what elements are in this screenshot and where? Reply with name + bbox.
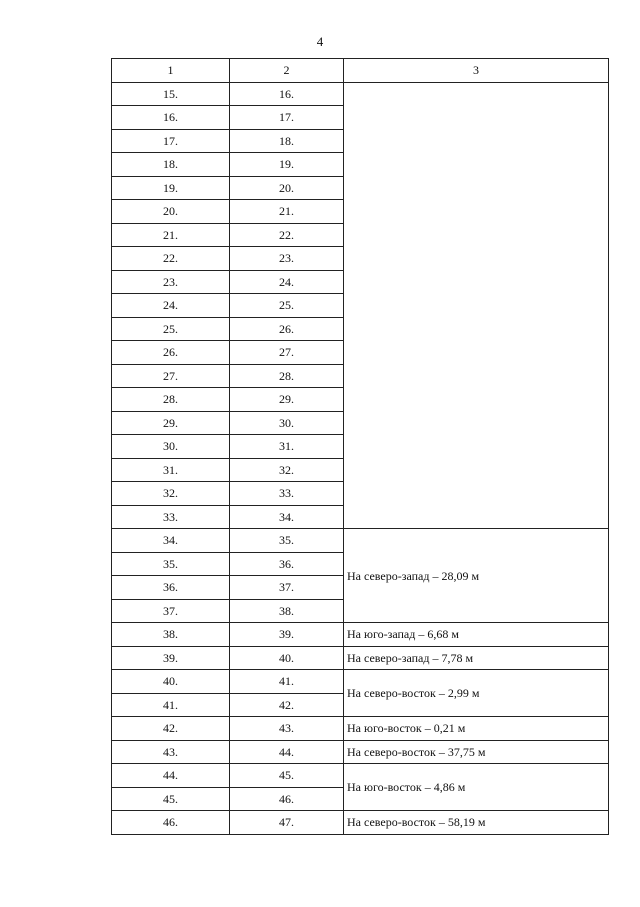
point-from-cell: 46.: [112, 811, 230, 835]
direction-distance-cell: [344, 82, 609, 529]
point-from-cell: 27.: [112, 364, 230, 388]
boundary-table: [111, 58, 609, 835]
direction-distance-cell: На северо-восток – 58,19 м: [344, 811, 609, 835]
point-from-cell: 31.: [112, 458, 230, 482]
point-from-cell: 45.: [112, 787, 230, 811]
point-from-cell: 29.: [112, 411, 230, 435]
table-row: [112, 764, 609, 788]
table-row: [112, 740, 609, 764]
point-from-cell: 33.: [112, 505, 230, 529]
header-col-3: 3: [344, 59, 609, 83]
point-from-cell: 35.: [112, 552, 230, 576]
header-col-1: 1: [112, 59, 230, 83]
point-from-cell: 26.: [112, 341, 230, 365]
point-from-cell: 37.: [112, 599, 230, 623]
point-to-cell: 45.: [230, 764, 344, 788]
point-to-cell: 40.: [230, 646, 344, 670]
point-to-cell: 43.: [230, 717, 344, 741]
point-to-cell: 33.: [230, 482, 344, 506]
point-to-cell: 38.: [230, 599, 344, 623]
point-to-cell: 44.: [230, 740, 344, 764]
point-to-cell: 24.: [230, 270, 344, 294]
point-from-cell: 36.: [112, 576, 230, 600]
point-from-cell: 22.: [112, 247, 230, 271]
point-to-cell: 36.: [230, 552, 344, 576]
point-to-cell: 37.: [230, 576, 344, 600]
header-col-2: 2: [230, 59, 344, 83]
point-to-cell: 46.: [230, 787, 344, 811]
point-to-cell: 25.: [230, 294, 344, 318]
direction-distance-cell: На северо-восток – 37,75 м: [344, 740, 609, 764]
point-to-cell: 39.: [230, 623, 344, 647]
table-header: [112, 59, 609, 83]
point-to-cell: 32.: [230, 458, 344, 482]
table-row: [112, 717, 609, 741]
table-row: [112, 670, 609, 694]
point-from-cell: 16.: [112, 106, 230, 130]
point-to-cell: 28.: [230, 364, 344, 388]
point-to-cell: 47.: [230, 811, 344, 835]
point-from-cell: 21.: [112, 223, 230, 247]
point-to-cell: 21.: [230, 200, 344, 224]
direction-distance-cell: На юго-запад – 6,68 м: [344, 623, 609, 647]
direction-distance-cell: На северо-запад – 7,78 м: [344, 646, 609, 670]
point-to-cell: 20.: [230, 176, 344, 200]
point-to-cell: 29.: [230, 388, 344, 412]
point-from-cell: 18.: [112, 153, 230, 177]
point-from-cell: 32.: [112, 482, 230, 506]
point-from-cell: 15.: [112, 82, 230, 106]
direction-distance-cell: На юго-восток – 4,86 м: [344, 764, 609, 811]
point-to-cell: 35.: [230, 529, 344, 553]
point-to-cell: 30.: [230, 411, 344, 435]
table-body: [112, 82, 609, 834]
point-from-cell: 23.: [112, 270, 230, 294]
point-to-cell: 34.: [230, 505, 344, 529]
point-from-cell: 41.: [112, 693, 230, 717]
table-row: [112, 623, 609, 647]
point-from-cell: 42.: [112, 717, 230, 741]
point-to-cell: 42.: [230, 693, 344, 717]
point-from-cell: 24.: [112, 294, 230, 318]
point-from-cell: 25.: [112, 317, 230, 341]
point-to-cell: 16.: [230, 82, 344, 106]
header-row: [112, 59, 609, 83]
table-row: [112, 811, 609, 835]
direction-distance-cell: На юго-восток – 0,21 м: [344, 717, 609, 741]
point-from-cell: 44.: [112, 764, 230, 788]
direction-distance-cell: На северо-запад – 28,09 м: [344, 529, 609, 623]
point-from-cell: 17.: [112, 129, 230, 153]
point-from-cell: 38.: [112, 623, 230, 647]
point-to-cell: 17.: [230, 106, 344, 130]
point-from-cell: 34.: [112, 529, 230, 553]
point-to-cell: 27.: [230, 341, 344, 365]
point-from-cell: 19.: [112, 176, 230, 200]
point-to-cell: 26.: [230, 317, 344, 341]
point-from-cell: 28.: [112, 388, 230, 412]
point-to-cell: 18.: [230, 129, 344, 153]
point-to-cell: 22.: [230, 223, 344, 247]
point-to-cell: 31.: [230, 435, 344, 459]
point-to-cell: 41.: [230, 670, 344, 694]
direction-distance-cell: На северо-восток – 2,99 м: [344, 670, 609, 717]
point-from-cell: 40.: [112, 670, 230, 694]
point-from-cell: 43.: [112, 740, 230, 764]
table-row: [112, 529, 609, 553]
point-from-cell: 20.: [112, 200, 230, 224]
table-row: [112, 82, 609, 106]
table-row: [112, 646, 609, 670]
point-to-cell: 23.: [230, 247, 344, 271]
point-from-cell: 30.: [112, 435, 230, 459]
point-from-cell: 39.: [112, 646, 230, 670]
point-to-cell: 19.: [230, 153, 344, 177]
page-number: 4: [316, 34, 324, 49]
